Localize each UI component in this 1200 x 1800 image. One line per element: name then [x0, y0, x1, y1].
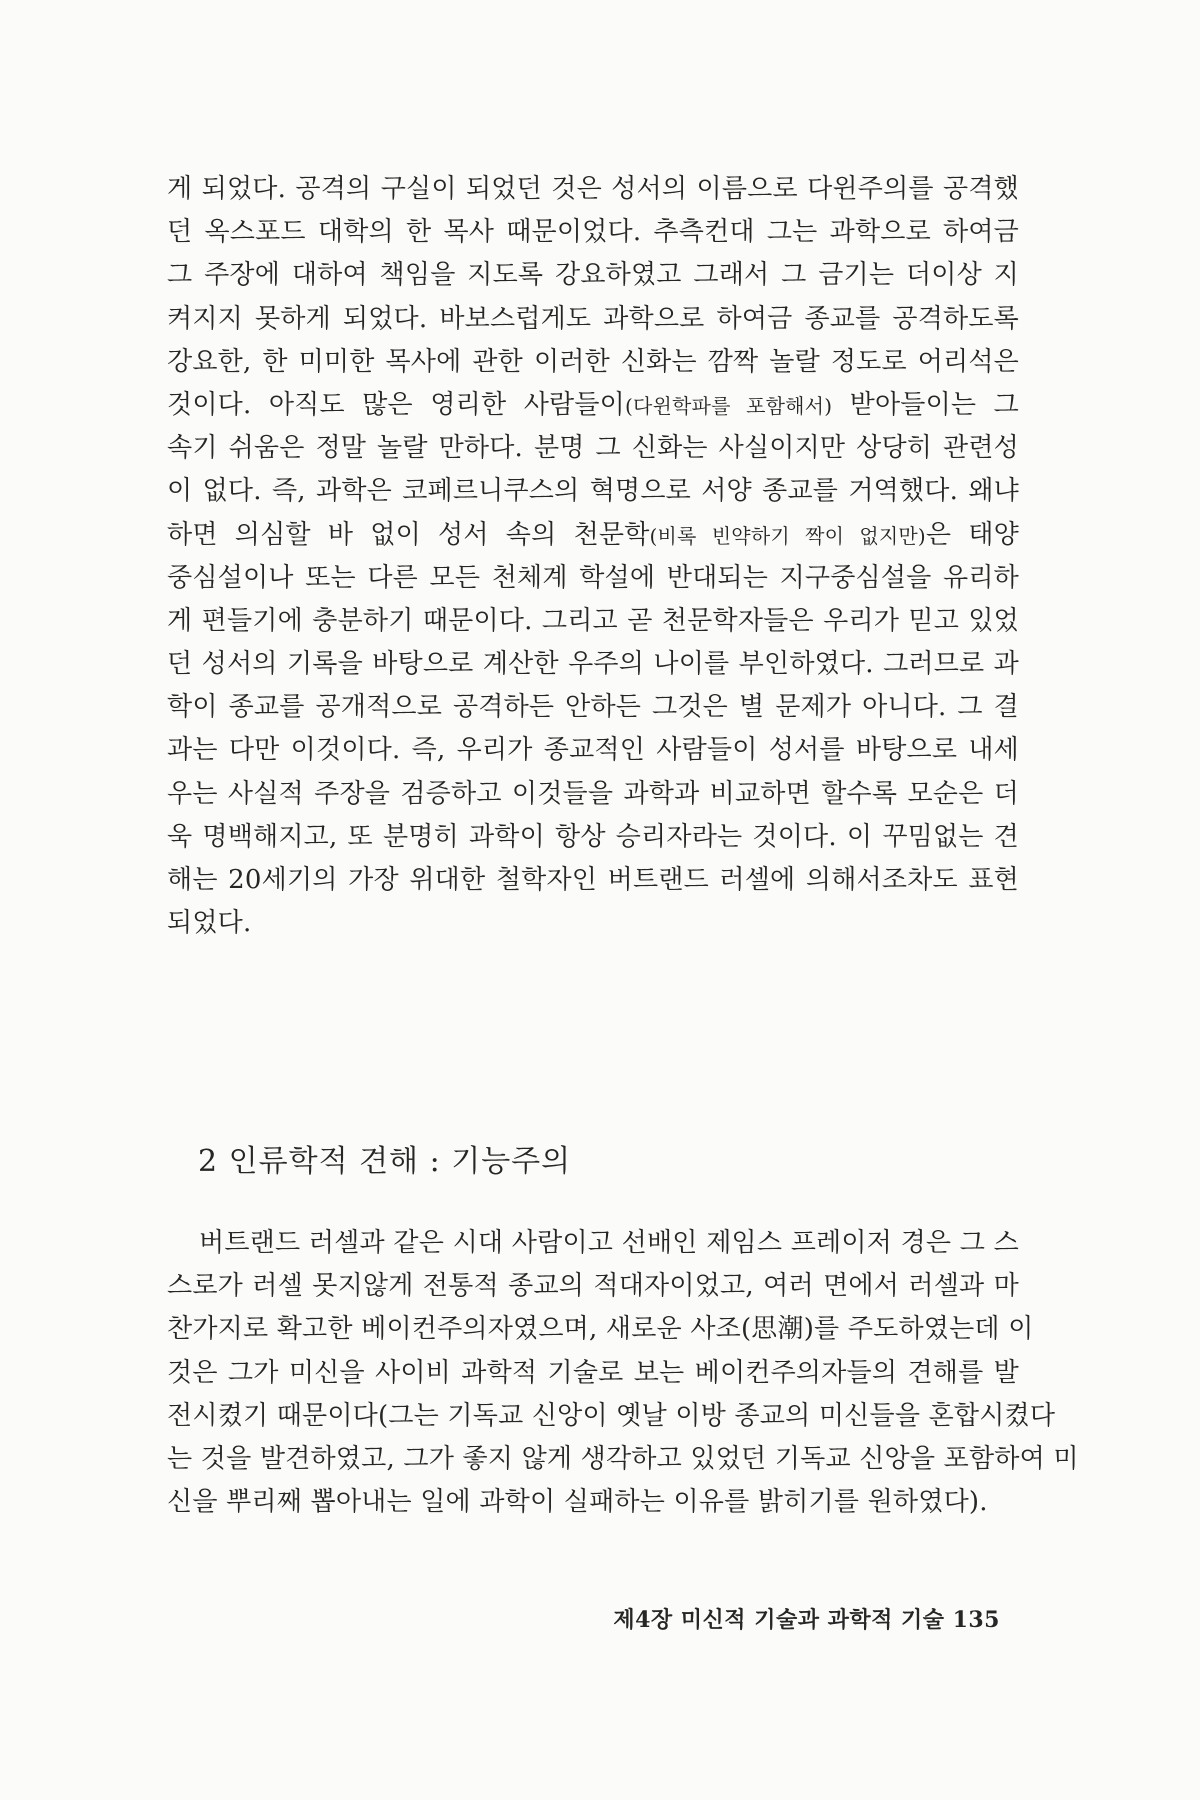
- text-line: 게 되었다. 공격의 구실이 되었던 것은 성서의 이름으로 다윈주의를 공격했: [167, 174, 1019, 204]
- paragraph-body: [167, 168, 1019, 945]
- text-line: 되었다.: [167, 908, 252, 939]
- text-line-mixed: [167, 514, 1019, 557]
- text-line: 게 편들기에 충분하기 때문이다. 그리고 곧 천문학자들은 우리가 믿고 있었: [167, 605, 1019, 636]
- text-segment: 받아들이는 그: [832, 389, 1019, 420]
- text-line: 과는 다만 이것이다. 즉, 우리가 종교적인 사람들이 성서를 바탕으로 내세: [167, 735, 1019, 766]
- section-heading: 2 인류학적 견해 : 기능주의: [198, 1144, 572, 1179]
- text-line-mixed: [167, 384, 1019, 427]
- text-line: 욱 명백해지고, 또 분명히 과학이 항상 승리자라는 것이다. 이 꾸밈없는 견: [167, 821, 1019, 852]
- text-line: 버트랜드 러셀과 같은 시대 사람이고 선배인 제임스 프레이저 경은 그 스: [199, 1228, 1019, 1258]
- paragraph-body: [167, 1222, 1079, 1524]
- text-line: 해는 20세기의 가장 위대한 철학자인 버트랜드 러셀에 의해서조차도 표현: [167, 865, 1019, 895]
- text-line: 학이 종교를 공개적으로 공격하든 안하든 그것은 별 문제가 아니다. 그 결: [167, 692, 1019, 723]
- text-line: 우는 사실적 주장을 검증하고 이것들을 과학과 비교하면 할수록 모순은 더: [167, 778, 1019, 809]
- running-footer: [613, 1605, 1000, 1635]
- chapter-title: 제4장 미신적 기술과 과학적 기술: [613, 1607, 945, 1633]
- text-line: 스로가 러셀 못지않게 전통적 종교의 적대자이었고, 여러 면에서 러셀과 마: [167, 1271, 1019, 1302]
- text-line: 찬가지로 확고한 베이컨주의자였으며, 새로운 사조(思潮)를 주도하였는데 이: [167, 1314, 1034, 1345]
- text-line: 이 없다. 즉, 과학은 코페르니쿠스의 혁명으로 서양 종교를 거역했다. 왜냐: [167, 476, 1019, 507]
- text-line: 켜지지 못하게 되었다. 바보스럽게도 과학으로 하여금 종교를 공격하도록: [167, 303, 1019, 334]
- text-line: 강요한, 한 미미한 목사에 관한 이러한 신화는 깜짝 놀랄 정도로 어리석은: [167, 346, 1019, 377]
- text-line: 던 성서의 기록을 바탕으로 계산한 우주의 나이를 부인하였다. 그러므로 과: [167, 649, 1019, 680]
- text-segment: 하면 의심할 바 없이 성서 속의 천문학: [167, 519, 650, 550]
- text-segment: 은 태양: [925, 519, 1019, 550]
- text-line: 것은 그가 미신을 사이비 과학적 기술로 보는 베이컨주의자들의 견해를 발: [167, 1357, 1019, 1388]
- text-line: 그 주장에 대하여 책임을 지도록 강요하였고 그래서 그 금기는 더이상 지: [167, 260, 1019, 291]
- text-line: 던 옥스포드 대학의 한 목사 때문이었다. 추측컨대 그는 과학으로 하여금: [167, 217, 1019, 248]
- page-number: 135: [952, 1607, 1000, 1633]
- text-line: 속기 쉬움은 정말 놀랄 만하다. 분명 그 신화는 사실이지만 상당히 관련성: [167, 433, 1019, 464]
- text-line: 전시켰기 때문이다(그는 기독교 신앙이 옛날 이방 종교의 미신들을 혼합시켰다: [167, 1400, 1056, 1431]
- text-line: 는 것을 발견하였고, 그가 좋지 않게 생각하고 있었던 기독교 신앙을 포함하여 미: [167, 1443, 1079, 1474]
- text-segment: 것이다. 아직도 많은 영리한 사람들이: [167, 389, 625, 420]
- parenthetical-note: (다윈학파를 포함해서): [624, 393, 833, 418]
- text-line: 중심설이나 또는 다른 모든 천체계 학설에 반대되는 지구중심설을 유리하: [167, 562, 1019, 593]
- parenthetical-note: (비록 빈약하기 짝이 없지만): [649, 523, 926, 548]
- text-line: 신을 뿌리째 뽑아내는 일에 과학이 실패하는 이유를 밝히기를 원하였다).: [167, 1487, 988, 1518]
